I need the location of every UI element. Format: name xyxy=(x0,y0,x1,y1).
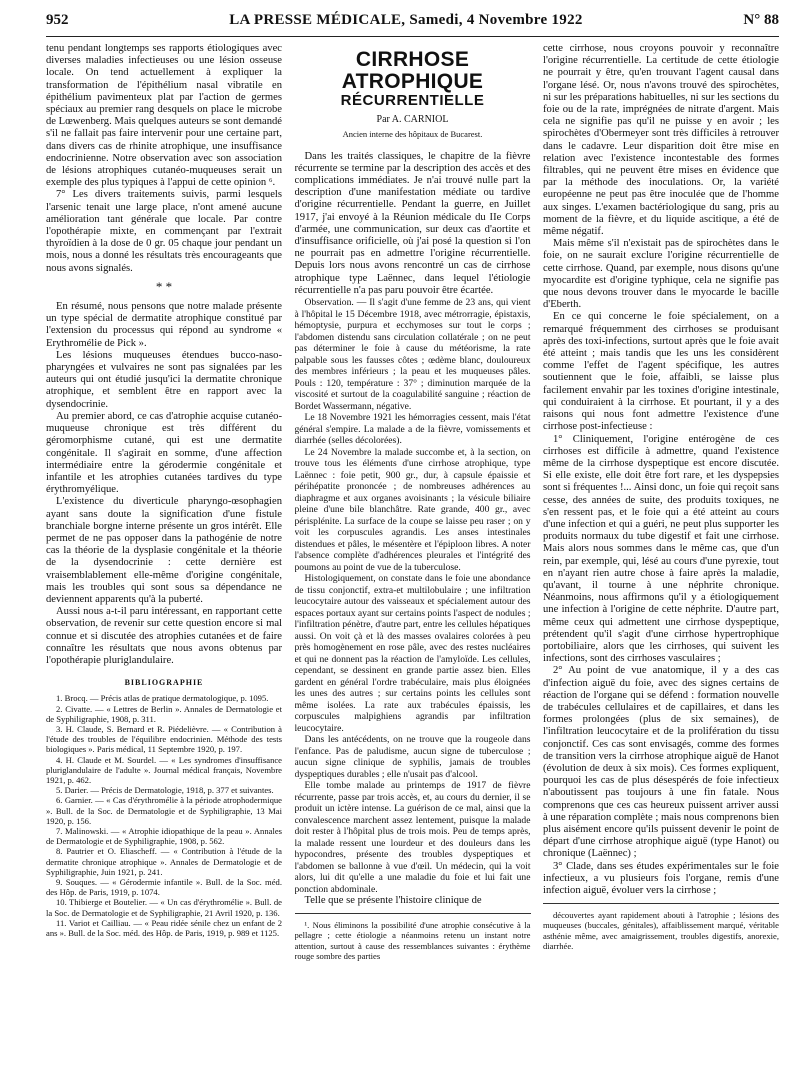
section-separator: * * xyxy=(155,278,173,294)
bibliography-item: 8. Pautrier et O. Eliascheff. — « Contribution à l'étude de la dermatite chronique atrophique ». Annales de Dermatologie et de Syphiligraphie, Juin 1921, p. 241. xyxy=(46,846,282,877)
bibliography-item: 10. Thibierge et Boutelier. — « Un cas d'érythromélie ». Bull. de la Soc. de Dermatologie et de Syphiligraphie, 21 Avril 1920, p. 136. xyxy=(46,897,282,918)
observation-paragraph: Histologiquement, on constate dans le foie une abondance de tissu conjonctif, extra-et multilobulaire ; une infiltration leucocytaire autour des vaisseaux et spécialement autour des espaces portaux ayant sur certains points l'aspect de nodules ; l'infiltration pénètre, d'autre part, entre les cellules hépatiques aussi. On voit çà et là des masses ovalaires colorées à peu près homogènement en rose pâle, avec des restes nucléaires et qui ne donnent pas la réaction de l'amyloïde. Les cellules, cependant, se dessinent en grande partie assez bien. Elles gardent en général l'ordre trabéculaire, mais plus éloignées les unes des autres ; sur certains points les cellules sont même isolées. La rate aux trabécules épaissis, les corpuscules malpighiens agrandis par infiltration leucocytaire. xyxy=(294,573,531,734)
footnote: ¹. Nous éliminons la possibilité d'une atrophie consécutive à la pellagre ; cette étiologie a néanmoins retenu un instant notre attention, surtout à cause des ressemblances suivantes : érythème rouge sombre des parties xyxy=(294,920,531,961)
column-3 xyxy=(543,43,779,1083)
article-title: CIRRHOSE ATROPHIQUE xyxy=(341,48,484,93)
paragraph: Telle que se présente l'histoire clinique de xyxy=(304,895,482,907)
bibliography-item: 6. Garnier. — « Cas d'érythromélie à la période atrophodermique ». Bull. de la Soc. de Dermatologie et de Syphiligraphie, 13 Mai 1920, p. 156. xyxy=(46,795,282,826)
column-2 xyxy=(295,43,531,1083)
paragraph: tenu pendant longtemps ses rapports étiologiques avec diverses maladies infectieuses ou une lésion osseuse locale. On tend actuellement à expliquer la transformation de l'épithélium nasal vibratile en épithélium pavimenteux plat par l'action de germes spéciaux au premier rang desquels on place le microbe de Lœwenberg. Mais quelques auteurs se sont demandé s'il ne fallait pas faire intervenir pour une certaine part, dans divers cas de rhinite atrophique, une insuffisance endocrinienne. Notre observation avec son association de lésions atrophiques cutanéo-muqueuses serait un exemple des plus typiques à l'appui de cette opinion ⁶. xyxy=(46,43,282,189)
bibliography-heading: BIBLIOGRAPHIE xyxy=(124,678,204,688)
footnote-rule xyxy=(295,913,531,914)
paragraph: cette cirrhose, nous croyons pouvoir y reconnaître l'origine récurrentielle. La certitude de cette étiologie ne pourrait y être, qu'en trouvant l'agent causal dans l'organe lésé. Or, nous n'avons trouvé des spirochètes, ni sur les préparations habituelles, ni sur les sections du foie ou de la rate, imprégnées de nitrate d'argent. Mais cela ne signifie pas qu'il ne puisse y en avoir ; les spirochètes d'Obermeyer sont très difficiles à retrouver dans le cadavre. Leur disparition doit être mise en relation avec l'existence incontestable des formes filtrables, qui ne peuvent être mises en évidence que par la méthode des inoculations. Or, la variété européenne ne peut pas être inoculée que de l'homme aux singes. L'examen bactériologique du sang, pris au moment de la fièvre, et du liquide ascitique, a été de même négatif. xyxy=(543,43,779,238)
author-affiliation: Ancien interne des hôpitaux de Bucarest. xyxy=(342,129,483,140)
observation-paragraph: Le 24 Novembre la malade succombe et, à la section, on trouve tous les éléments d'une cirrhose atrophique, type Laënnec : foie petit, 900 gr., dur, à capsule épaissie et périhépatite prononcée ; de nombreuses adhérences au diaphragme et aux organes avoisinants ; la vésicule biliaire pleine d'une bile blanchâtre. Rate grande, 400 gr., avec périsplénite. La surface de la coupe se laisse peu raser ; on y voit les corpuscules agrandis. Les anses intestinales distendues et pâles, le mésentère et l'épiploon libres. A noter l'absence complète d'adhérences pleurales et l'intégrité des poumons au point de vue de la tuberculose. xyxy=(294,446,531,573)
column-1 xyxy=(46,43,282,1083)
paragraph: Dans les traités classiques, le chapitre de la fièvre récurrente se termine par la description des accès et des complications immédiates. Je n'ai trouvé nulle part la description d'une manifestation médiate ou tardive d'origine récurrentielle. Pendant la guerre, en Juillet 1917, j'ai envoyé à la Réunion médicale du IIe Corps d'armée, une communication, sur deux cas d'aortite et d'insuffisance orificielle, où j'ai posé la question si l'on ne pourrait pas en admettre l'origine récurrentielle. Depuis lors nous avons rencontré un cas de cirrhose atrophique type Laënnec, dans lequel l'étiologie récurrentielle n'a pas paru pouvoir être écartée. xyxy=(294,150,531,296)
columns xyxy=(46,43,779,1083)
bibliography-item: 2. Civatte. — « Lettres de Berlin ». Annales de Dermatologie et de Syphiligraphie, 1908, p. 311. xyxy=(46,703,282,724)
paragraph: L'existence du diverticule pharyngo-œsophagien ayant sans doute la signification d'une fistule branchiale borgne interne présente un gros intérêt. Elle permet de ne pas opposer dans la pathogénie de notre cas la théorie de la dysplasie congénitale et la théorie de la dysendocrinie : cette dernière est vraisemblablement elle-même d'origine congénitale, mais les troubles qui sont sous sa dépendance ne deviennent apparents qu'à la puberté. xyxy=(46,496,282,605)
observation-paragraph: Elle tombe malade au printemps de 1917 de fièvre récurrente, passe par trois accès, et, au cours du dernier, il se produit un ictère intense. La guérison de ce mal, ainsi que la convalescence marchent assez lentement, puisque la malade doit rester à l'hôpital plus de trois mois. Peu de temps après, la malade ressent une lourdeur et des douleurs dans les hypocondres, présente des troubles dyspeptiques et l'abdomen se ballonne à vue d'œil. Un médecin, qui la voit alors, lui dit qu'elle a une maladie du foie et lui fait une ponction abdominale. xyxy=(294,780,531,895)
paragraph: En ce qui concerne le foie spécialement, on a remarqué fréquemment des cirrhoses se produisant après des toxi-infections, surtout après que le foie avait été atteint ; mais tandis que les uns les considèrent comme l'effet de l'agent spécifique, les autres soutiennent que le foie, affaibli, se laisse plus facilement envahir par les toxines d'origine intestinale, qui conduiraient à la cirrhose. Et pourtant, il y a des raisons qui nous font admettre l'existence d'une cirrhose post-infectieuse : xyxy=(543,311,779,433)
paragraph: 1° Cliniquement, l'origine entérogène de ces cirrhoses est difficile à admettre, quand l'existence même de la cirrhose dyspeptique est encore discutée. Si elle existe, elle doit être fort rare, et les dyspepsies sont si fréquentes !... Ainsi donc, un foie qui reçoit sans cesse, des années de suite, des produits toxiques, ne s'en ressent pas, et le foie qui a été atteint au cours d'une infection et qui a guéri, ne peut plus supporter les produits normaux du tube digestif et fait une cirrhose. Mais alors nous sommes dans le même cas, que d'un rein, par exemple, qui, lésé au cours d'une pyrexie, tout en n'ayant rien autre chose à faire après la maladie, qu'avant, il tourne à une néphrite chronique. Néanmoins, nous affirmons qu'il y a étiologiquement une infection à l'origine de cette néphrite. D'autre part, même ceux qui admettent une cirrhose dyspeptique, prétendent qu'il s'agit d'une cirrhose hypertrophique portobiliaire, alors que les cirrhoses, qui suivent les infections, sont des cirrhoses vasculaires ; xyxy=(543,433,779,665)
bibliography-item: 11. Variot et Cailliau. — « Peau ridée sénile chez un enfant de 2 ans ». Bull. de la Soc. méd. des Hôp. de Paris, 1919, p. 989 et 1125. xyxy=(46,917,282,939)
bibliography-list xyxy=(46,693,282,938)
article-subtitle: RÉCURRENTIELLE xyxy=(340,92,485,109)
observation-paragraph: Le 18 Novembre 1921 les hémorragies cessent, mais l'état général s'empire. La malade a de la fièvre, vomissements et diarrhée (selles décolorées). xyxy=(294,412,531,447)
bibliography-item: 7. Malinowski. — « Atrophie idiopathique de la peau ». Annales de Dermatologie et de Syphiligraphie, 1908, p. 562. xyxy=(46,826,282,847)
footnote-continuation: découvertes ayant rapidement abouti à l'atrophie ; lésions des muqueuses (buccales, génitales), affaiblissement marqué, véritable asthénie même, avec amaigrissement, troubles digestifs, anorexie, diarrhée. xyxy=(543,910,779,951)
paragraph: 2° Au point de vue anatomique, il y a des cas d'infection aiguë du foie, avec des signes certains de réaction de l'organe qui se défend : formation nouvelle de trabécules cellulaires et de capillaires, et dans les formes prolongées (plus de six semaines), de l'infiltration leucocytaire et de la prolifération du tissu conjonctif. Ces cas sont envisagés, comme des formes de transition vers la cirrhose atrophique aiguë de Hanot (évolution de deux à six mois). Ces formes expliquent, pourquoi les cas de plus désespérés de foie infectieux n'aboutissent pas toujours à une fin fatale. Nous comprenons que ces cas heureux puissent arriver aussi à une réparation complète ; mais nous comprenons bien plus aisément encore qu'ils puissent devenir le point de départ d'une cirrhose atrophique aiguë (type Hanot) ou chronique (Laënnec) ; xyxy=(543,665,779,860)
paragraph: 3° Clade, dans ses études expérimentales sur le foie infectieux, a vu plusieurs fois l'organe, remis d'une infection aiguë, évoluer vers la cirrhose ; xyxy=(543,860,779,897)
page-number: 952 xyxy=(46,12,69,28)
journal-title: LA PRESSE MÉDICALE, Samedi, 4 Novembre 1922 xyxy=(229,12,583,28)
paragraph: En résumé, nous pensons que notre malade présente un type spécial de dermatite atrophique constitué par l'extension du processus qui répond au syndrome « Erythromélie de Pick ». xyxy=(46,301,282,349)
paragraph: Au premier abord, ce cas d'atrophie acquise cutanéo-muqueuse chronique est très différent du géromorphisme cutané, qui est une dermatite congénitale. Il s'agirait en somme, d'une affection intermédiaire entre la gérodermie congénitale et infantile et les atrophies cutanées tardives du type érythromyélique. xyxy=(46,410,282,496)
observation-paragraph: Observation. — Il s'agit d'une femme de 23 ans, qui vient à l'hôpital le 15 Décembre 1918, avec métrorragie, épistaxis, hémoptysie, purpura et ecchymoses sur tout le corps ; l'abdomen distendu sans circulation collatérale ; on ne peut pas déterminer le foie à cause du météorisme, la rate palpable sous les fausses côtes ; œdème blanc, douloureux des membres inférieurs ; la peau et les muqueuses pâles. Pouls : 120, température : 37° ; diminution marquée de la viscosité et surtout de la coagulabilité sanguine ; réaction de Bordet Wassermann, négative. xyxy=(294,297,531,412)
paragraph: Aussi nous a-t-il paru intéressant, en rapportant cette observation, de revenir sur cette question encore si mal connue et si discutée des atrophies cutanées et de faire connaître les résultats que nous avons obtenus par l'opothérapie pluriglandulaire. xyxy=(46,606,282,666)
paragraph: Les lésions muqueuses étendues bucco-naso-pharyngées et vulvaires ne sont pas signalées par les auteurs qui ont étudié jusqu'ici la dermatite chronique atrophique, et semblent être en rapport avec la dysendocrinie. xyxy=(46,349,282,410)
article-author: Par A. CARNIOL xyxy=(376,114,449,126)
observation-paragraph: Dans les antécédents, on ne trouve que la rougeole dans l'enfance. Pas de paludisme, aucun signe de tuberculose ; aucun signe clinique de syphilis, jamais de troubles dyspeptiques durables ; elle n'usait pas d'alcool. xyxy=(294,734,531,780)
bibliography-item: 4. H. Claude et M. Sourdel. — « Les syndromes d'insuffisance pluriglandulaire de l'adulte ». Journal médical français, Novembre 1921, p. 462. xyxy=(46,754,282,785)
bibliography-item: 1. Brocq. — Précis atlas de pratique dermatologique, p. 1095. xyxy=(56,693,269,704)
bibliography-item: 5. Darier. — Précis de Dermatologie, 1918, p. 377 et suivantes. xyxy=(56,785,274,796)
footnote-rule xyxy=(543,903,779,904)
paragraph: 7° Les divers traitements suivis, parmi lesquels l'arsenic tenait une large place, n'ont amené aucune amélioration tant générale que locale. Par contre l'opothérapie mixte, en commençant par l'extrait thyroïdien à la dose de 0 gr. 05 chaque jour pendant un mois, nous a donné les résultats très encourageants que nous avons signalés. xyxy=(46,189,282,274)
issue-number: N° 88 xyxy=(743,12,779,28)
page-header xyxy=(46,12,779,37)
bibliography-item: 9. Souques. — « Gérodermie infantile ». Bull. de la Soc. méd. des Hôp. de Paris, 1919, p. 1074. xyxy=(46,877,282,898)
bibliography-item: 3. H. Claude, S. Bernard et R. Piédelièvre. — « Contribution à l'étude des troubles de l'équilibre endocrinien. Méthode des tests biologiques ». Paris médical, 11 Septembre 1920, p. 197. xyxy=(46,723,282,755)
paragraph: Mais même s'il n'existait pas de spirochètes dans le foie, on ne saurait exclure l'origine récurrentielle de cette cirrhose. Quand, par exemple, nous disons qu'une myocardite est d'origine typhique, cela ne signifie pas que nous devons trouver dans le myocarde le bacille d'Eberth. xyxy=(543,238,779,311)
